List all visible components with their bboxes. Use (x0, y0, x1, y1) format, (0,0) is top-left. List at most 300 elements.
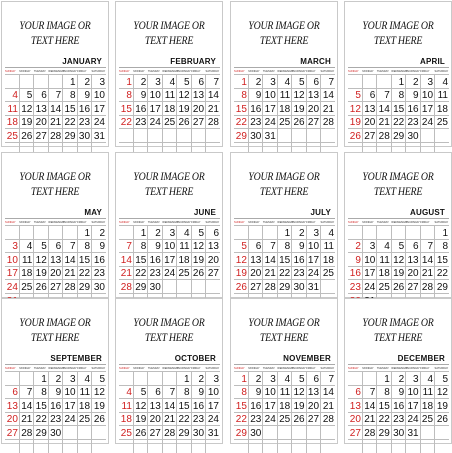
day-cell: 5 (292, 75, 306, 89)
day-cell: 16 (48, 399, 62, 413)
day-cell: 30 (92, 280, 106, 294)
day-cell: 19 (234, 266, 248, 280)
day-cell (306, 426, 320, 440)
day-cell: 3 (92, 75, 106, 89)
day-cell (263, 226, 277, 240)
week-row (119, 399, 220, 413)
day-cell: 19 (292, 399, 306, 413)
weekday-header-row (119, 365, 220, 372)
day-cell: 23 (191, 412, 205, 426)
month-title: JANUARY (62, 57, 102, 66)
day-cell: 14 (19, 399, 33, 413)
weekday-label: SUNDAY (5, 68, 19, 75)
image-placeholder-text (241, 315, 328, 345)
day-cell: 19 (348, 115, 362, 129)
day-cell: 15 (177, 399, 191, 413)
image-placeholder-line: TEXT HERE (259, 184, 309, 198)
day-cell: 1 (177, 372, 191, 386)
weekday-header-row (119, 68, 220, 75)
weekday-label: THURSDAY (291, 220, 306, 224)
weekday-label: FRIDAY (306, 365, 320, 372)
weekday-label: SATURDAY (91, 220, 106, 224)
image-placeholder-text (355, 18, 442, 48)
day-cell: 24 (420, 115, 434, 129)
day-cell: 2 (248, 75, 262, 89)
day-cell: 19 (92, 399, 106, 413)
week-row (348, 226, 449, 240)
day-cell: 18 (277, 399, 291, 413)
day-cell: 17 (162, 253, 176, 267)
day-cell (248, 226, 262, 240)
weekday-label: TUESDAY (377, 68, 391, 75)
day-cell: 25 (162, 115, 176, 129)
day-cell (191, 129, 205, 143)
day-cell: 6 (306, 372, 320, 386)
day-cell: 8 (234, 88, 248, 102)
weekday-label: SUNDAY (5, 365, 19, 372)
week-row (348, 439, 449, 452)
day-cell: 18 (5, 115, 19, 129)
day-cell: 2 (391, 372, 405, 386)
week-row (348, 426, 449, 440)
day-cell: 8 (277, 239, 291, 253)
day-cell: 14 (162, 399, 176, 413)
day-cell (48, 226, 62, 240)
day-cell: 22 (234, 412, 248, 426)
day-cell: 26 (391, 280, 405, 294)
week-row (348, 102, 449, 116)
day-cell: 3 (362, 239, 376, 253)
day-cell: 28 (48, 129, 62, 143)
day-cell: 29 (34, 426, 48, 440)
day-cell: 18 (321, 253, 335, 267)
image-placeholder-line: TEXT HERE (144, 184, 194, 198)
day-cell: 25 (5, 129, 19, 143)
weekday-label: SUNDAY (348, 68, 362, 75)
week-row (5, 115, 106, 129)
weekday-label: SATURDAY (434, 220, 449, 224)
day-cell (133, 439, 147, 452)
weekday-label: TUESDAY (34, 219, 48, 226)
day-cell: 3 (63, 372, 77, 386)
day-cell: 30 (48, 426, 62, 440)
week-row (119, 280, 220, 294)
day-cell: 9 (191, 385, 205, 399)
week-row (348, 88, 449, 102)
day-cell (133, 372, 147, 386)
day-cell: 12 (34, 253, 48, 267)
day-cell: 18 (77, 399, 91, 413)
day-cell: 8 (435, 239, 449, 253)
day-cell: 5 (435, 372, 449, 386)
week-row (119, 88, 220, 102)
week-row (5, 266, 106, 280)
day-cell (391, 439, 405, 452)
day-cell: 26 (292, 412, 306, 426)
day-cell: 7 (362, 385, 376, 399)
day-cell (435, 426, 449, 440)
day-cell: 8 (133, 239, 147, 253)
weekday-label: MONDAY (133, 219, 147, 226)
day-cell (391, 226, 405, 240)
day-cell (420, 426, 434, 440)
day-cell (348, 439, 362, 452)
weekday-label: FRIDAY (77, 365, 91, 372)
day-cell: 4 (435, 75, 449, 89)
week-row (234, 253, 335, 267)
day-cell: 23 (92, 266, 106, 280)
month-grid (5, 67, 106, 156)
weekday-label: FRIDAY (420, 68, 434, 75)
day-cell: 10 (362, 253, 376, 267)
day-cell: 19 (177, 102, 191, 116)
day-cell (292, 439, 306, 452)
day-cell (206, 129, 220, 143)
day-cell (92, 439, 106, 452)
day-cell: 26 (234, 280, 248, 294)
month-title: MARCH (300, 57, 331, 66)
month-grid (119, 218, 220, 307)
weekday-label: FRIDAY (306, 68, 320, 75)
day-cell: 30 (248, 426, 262, 440)
day-cell: 25 (377, 280, 391, 294)
week-row (234, 102, 335, 116)
weekday-label: SATURDAY (205, 69, 220, 73)
day-cell: 27 (5, 426, 19, 440)
day-cell: 28 (377, 129, 391, 143)
weekday-label: SUNDAY (119, 68, 133, 75)
day-cell: 5 (92, 372, 106, 386)
day-cell: 22 (133, 266, 147, 280)
weekday-label: SATURDAY (320, 69, 335, 73)
day-cell (177, 280, 191, 294)
day-cell: 14 (119, 253, 133, 267)
day-cell: 6 (48, 239, 62, 253)
day-cell: 5 (391, 239, 405, 253)
calendar-page-august (344, 152, 452, 298)
day-cell: 28 (63, 280, 77, 294)
day-cell (19, 372, 33, 386)
day-cell: 10 (263, 385, 277, 399)
day-cell: 14 (263, 253, 277, 267)
month-grid (119, 67, 220, 156)
day-cell: 9 (248, 385, 262, 399)
day-cell: 17 (148, 102, 162, 116)
month-grid (234, 67, 335, 156)
day-cell: 3 (148, 75, 162, 89)
calendar-page-march (230, 1, 338, 147)
day-cell (321, 129, 335, 143)
day-cell: 1 (391, 75, 405, 89)
week-row (119, 226, 220, 240)
day-cell (435, 439, 449, 452)
day-cell (148, 372, 162, 386)
day-cell: 18 (277, 102, 291, 116)
week-row (5, 372, 106, 386)
calendar-page-january (1, 1, 109, 147)
day-cell: 17 (263, 399, 277, 413)
day-cell: 15 (277, 253, 291, 267)
week-row (348, 129, 449, 143)
day-cell: 6 (5, 385, 19, 399)
day-cell: 12 (92, 385, 106, 399)
day-cell: 30 (248, 129, 262, 143)
weekday-label: SUNDAY (119, 365, 133, 372)
day-cell: 28 (321, 412, 335, 426)
image-placeholder-line: TEXT HERE (30, 330, 80, 344)
day-cell: 14 (63, 253, 77, 267)
day-cell: 11 (321, 239, 335, 253)
month-title: SEPTEMBER (50, 354, 102, 363)
week-row (234, 426, 335, 440)
day-cell (321, 426, 335, 440)
day-cell: 11 (162, 88, 176, 102)
day-cell: 23 (348, 280, 362, 294)
day-cell: 3 (162, 226, 176, 240)
week-row (119, 439, 220, 452)
day-cell (119, 226, 133, 240)
day-cell: 27 (306, 412, 320, 426)
week-row (119, 75, 220, 89)
weekday-label: TUESDAY (34, 365, 48, 372)
day-cell (406, 439, 420, 452)
weekday-label: TUESDAY (148, 365, 162, 372)
day-cell: 31 (406, 426, 420, 440)
weekday-label: WEDNESDAY (277, 69, 294, 73)
weekday-label: MONDAY (19, 68, 33, 75)
day-cell: 15 (234, 399, 248, 413)
day-cell (377, 226, 391, 240)
weekday-label: MONDAY (362, 219, 376, 226)
day-cell (148, 129, 162, 143)
week-row (119, 372, 220, 386)
day-cell: 2 (248, 372, 262, 386)
weekday-label: SATURDAY (205, 220, 220, 224)
day-cell (19, 439, 33, 452)
day-cell (435, 129, 449, 143)
weekday-label: SUNDAY (234, 219, 248, 226)
day-cell: 28 (321, 115, 335, 129)
week-row (119, 253, 220, 267)
month-title: DECEMBER (397, 354, 445, 363)
day-cell: 7 (420, 239, 434, 253)
day-cell: 12 (348, 102, 362, 116)
day-cell: 17 (63, 399, 77, 413)
day-cell: 11 (119, 399, 133, 413)
day-cell: 21 (362, 412, 376, 426)
day-cell: 1 (435, 226, 449, 240)
month-grid (119, 364, 220, 453)
day-cell (377, 75, 391, 89)
day-cell: 20 (248, 266, 262, 280)
day-cell: 4 (19, 239, 33, 253)
weekday-label: WEDNESDAY (277, 366, 294, 370)
day-cell: 9 (391, 385, 405, 399)
day-cell: 9 (348, 253, 362, 267)
weekday-header-row (5, 68, 106, 75)
month-title: NOVEMBER (283, 354, 331, 363)
day-cell (321, 280, 335, 294)
weekday-label: SUNDAY (5, 219, 19, 226)
day-cell: 24 (63, 412, 77, 426)
day-cell: 11 (277, 385, 291, 399)
day-cell: 4 (420, 372, 434, 386)
day-cell: 31 (263, 129, 277, 143)
day-cell (348, 75, 362, 89)
day-cell (191, 439, 205, 452)
month-grid (348, 67, 449, 156)
image-placeholder-text (126, 169, 213, 199)
calendar-page-february (115, 1, 223, 147)
month-grid (348, 364, 449, 453)
weekday-label: SATURDAY (434, 69, 449, 73)
weekday-label: WEDNESDAY (48, 366, 65, 370)
day-cell: 25 (177, 266, 191, 280)
day-cell: 25 (277, 115, 291, 129)
day-cell (362, 75, 376, 89)
image-placeholder-text (355, 315, 442, 345)
day-cell: 20 (206, 253, 220, 267)
day-cell: 28 (206, 115, 220, 129)
day-cell: 26 (34, 280, 48, 294)
day-cell: 1 (277, 226, 291, 240)
day-cell: 8 (77, 239, 91, 253)
image-placeholder-line: TEXT HERE (259, 330, 309, 344)
day-cell: 7 (321, 372, 335, 386)
day-cell: 23 (406, 115, 420, 129)
day-cell: 20 (362, 115, 376, 129)
day-cell: 12 (191, 239, 205, 253)
day-cell: 10 (406, 385, 420, 399)
day-cell: 30 (77, 129, 91, 143)
day-cell (277, 129, 291, 143)
weekday-label: FRIDAY (191, 365, 205, 372)
day-cell (362, 372, 376, 386)
day-cell: 22 (34, 412, 48, 426)
month-title: OCTOBER (174, 354, 216, 363)
day-cell: 5 (292, 372, 306, 386)
day-cell: 26 (191, 266, 205, 280)
day-cell: 13 (348, 399, 362, 413)
day-cell (5, 226, 19, 240)
day-cell: 5 (348, 88, 362, 102)
week-row (119, 102, 220, 116)
image-placeholder-line: YOUR IMAGE OR (19, 169, 91, 183)
image-placeholder-text (126, 315, 213, 345)
day-cell: 27 (362, 129, 376, 143)
day-cell: 31 (92, 129, 106, 143)
day-cell (77, 439, 91, 452)
image-placeholder-text (12, 18, 99, 48)
day-cell: 29 (177, 426, 191, 440)
day-cell: 21 (119, 266, 133, 280)
week-row (5, 88, 106, 102)
day-cell: 24 (5, 280, 19, 294)
weekday-label: FRIDAY (420, 219, 434, 226)
day-cell: 24 (92, 115, 106, 129)
image-placeholder-line: TEXT HERE (144, 330, 194, 344)
day-cell: 7 (63, 239, 77, 253)
weekday-label: TUESDAY (377, 219, 391, 226)
week-row (348, 372, 449, 386)
day-cell: 18 (19, 266, 33, 280)
day-cell: 15 (34, 399, 48, 413)
day-cell (206, 280, 220, 294)
day-cell: 2 (92, 226, 106, 240)
day-cell (263, 439, 277, 452)
day-cell: 31 (306, 280, 320, 294)
image-placeholder-line: TEXT HERE (373, 184, 423, 198)
day-cell: 6 (306, 75, 320, 89)
day-cell: 26 (348, 129, 362, 143)
day-cell: 13 (5, 399, 19, 413)
weekday-label: WEDNESDAY (48, 69, 65, 73)
weekday-header-row (234, 68, 335, 75)
month-title: FEBRUARY (170, 57, 216, 66)
day-cell: 9 (248, 88, 262, 102)
week-row (119, 426, 220, 440)
day-cell: 30 (191, 426, 205, 440)
week-row (5, 280, 106, 294)
image-placeholder-text (12, 315, 99, 345)
day-cell: 29 (234, 129, 248, 143)
day-cell: 6 (206, 226, 220, 240)
day-cell: 3 (206, 372, 220, 386)
day-cell: 5 (19, 88, 33, 102)
day-cell: 6 (348, 385, 362, 399)
day-cell: 16 (248, 102, 262, 116)
week-row (119, 266, 220, 280)
day-cell (48, 439, 62, 452)
day-cell: 17 (420, 102, 434, 116)
day-cell: 19 (133, 412, 147, 426)
week-row (234, 239, 335, 253)
image-placeholder-text (355, 169, 442, 199)
day-cell: 3 (263, 372, 277, 386)
image-placeholder-text (12, 169, 99, 199)
day-cell: 10 (420, 88, 434, 102)
day-cell: 25 (321, 266, 335, 280)
day-cell (292, 129, 306, 143)
weekday-label: SATURDAY (434, 366, 449, 370)
calendar-page-june (115, 152, 223, 298)
day-cell: 3 (420, 75, 434, 89)
week-row (119, 129, 220, 143)
day-cell: 27 (348, 426, 362, 440)
day-cell: 4 (377, 239, 391, 253)
image-placeholder-line: YOUR IMAGE OR (248, 18, 320, 32)
day-cell: 18 (119, 412, 133, 426)
day-cell: 30 (148, 280, 162, 294)
weekday-label: SATURDAY (91, 69, 106, 73)
week-row (234, 75, 335, 89)
day-cell: 7 (48, 88, 62, 102)
day-cell: 28 (162, 426, 176, 440)
day-cell: 30 (391, 426, 405, 440)
day-cell: 24 (206, 412, 220, 426)
day-cell: 26 (435, 412, 449, 426)
day-cell: 24 (362, 280, 376, 294)
weekday-label: FRIDAY (306, 219, 320, 226)
day-cell: 14 (48, 102, 62, 116)
month-grid (348, 218, 449, 307)
weekday-label: THURSDAY (62, 220, 77, 224)
day-cell: 23 (48, 412, 62, 426)
day-cell (277, 439, 291, 452)
day-cell: 9 (148, 239, 162, 253)
day-cell (206, 439, 220, 452)
day-cell: 3 (306, 226, 320, 240)
